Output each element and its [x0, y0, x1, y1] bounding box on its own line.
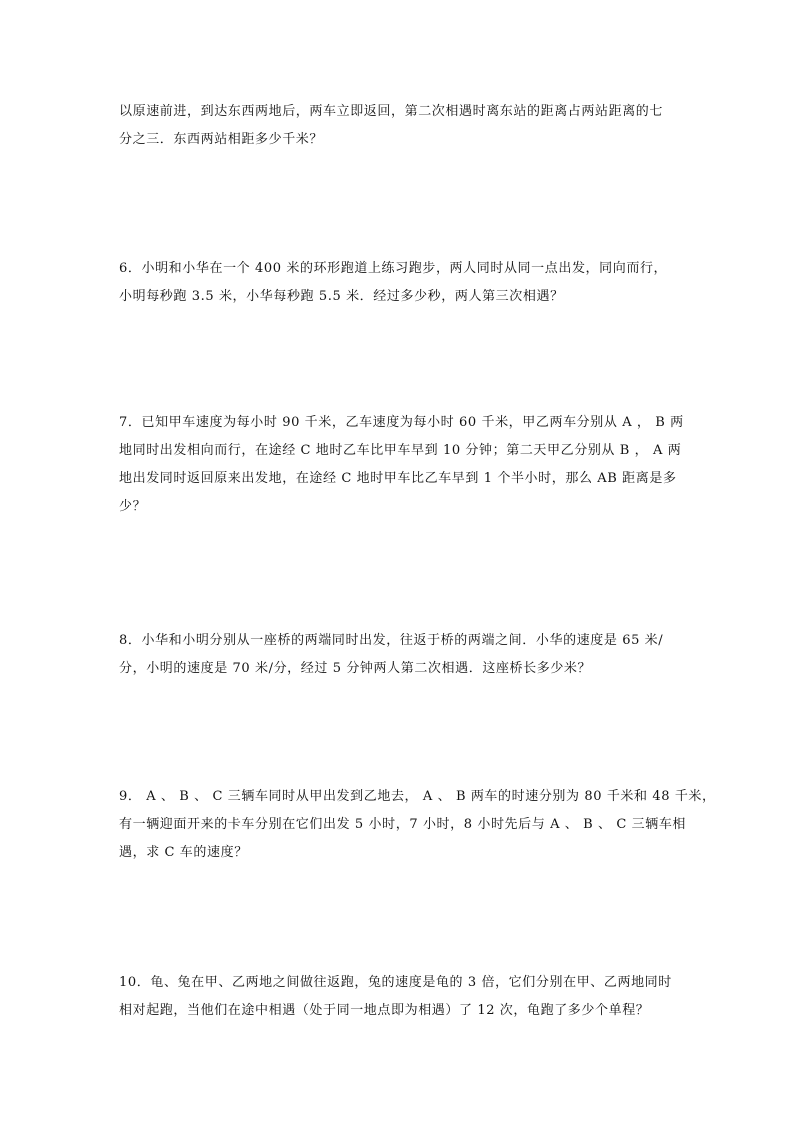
problem-line: 遇，求 C 车的速度？ [119, 845, 248, 860]
problem-continuation [119, 98, 679, 154]
problem-line: 7．已知甲车速度为每小时 90 千米，乙车速度为每小时 60 千米，甲乙两车分别从 A ， B 两 [119, 415, 684, 430]
problem-line: 少？ [119, 499, 147, 514]
problem-line: 有一辆迎面开来的卡车分别在它们出发 5 小时，7 小时，8 小时先后与 A 、 B 、 C 三辆车相 [119, 817, 687, 832]
problem-line: 地同时出发相向而行，在途经 C 地时乙车比甲车早到 10 分钟；第二天甲乙分别从 B ， A 两 [119, 443, 682, 458]
problem-line: 6．小明和小华在一个 400 米的环形跑道上练习跑步，两人同时从同一点出发，同向而行， [119, 261, 668, 276]
problem-8 [119, 627, 679, 683]
problem-line: 分之三．东西两站相距多少千米？ [119, 132, 324, 147]
problem-9 [119, 783, 716, 867]
problem-line: 10．龟、兔在甲、乙两地之间做往返跑，兔的速度是龟的 3 倍，它们分别在甲、乙两地同时 [119, 975, 672, 990]
problem-7 [119, 409, 684, 521]
problem-6 [119, 255, 679, 311]
problem-line: 以原速前进，到达东西两地后，两车立即返回，第二次相遇时离东站的距离占两站距离的七 [119, 104, 664, 119]
problem-line: 8．小华和小明分别从一座桥的两端同时出发，往返于桥的两端之间．小华的速度是 65 米/ [119, 633, 664, 648]
problem-line: 9． A 、 B 、 C 三辆车同时从甲出发到乙地去， A 、 B 两车的时速分别为 80 千米和 48 千米， [119, 789, 716, 804]
problem-line: 小明每秒跑 3.5 米，小华每秒跑 5.5 米．经过多少秒，两人第三次相遇？ [119, 289, 564, 304]
problem-line: 相对起跑，当他们在途中相遇（处于同一地点即为相遇）了 12 次，龟跑了多少个单程？ [119, 1003, 650, 1018]
problem-line: 地出发同时返回原来出发地，在途经 C 地时甲车比乙车早到 1 个半小时，那么 AB 距离是多 [119, 471, 677, 486]
problem-10 [119, 969, 679, 1025]
problem-line: 分，小明的速度是 70 米/分，经过 5 分钟两人第二次相遇．这座桥长多少米？ [119, 661, 592, 676]
